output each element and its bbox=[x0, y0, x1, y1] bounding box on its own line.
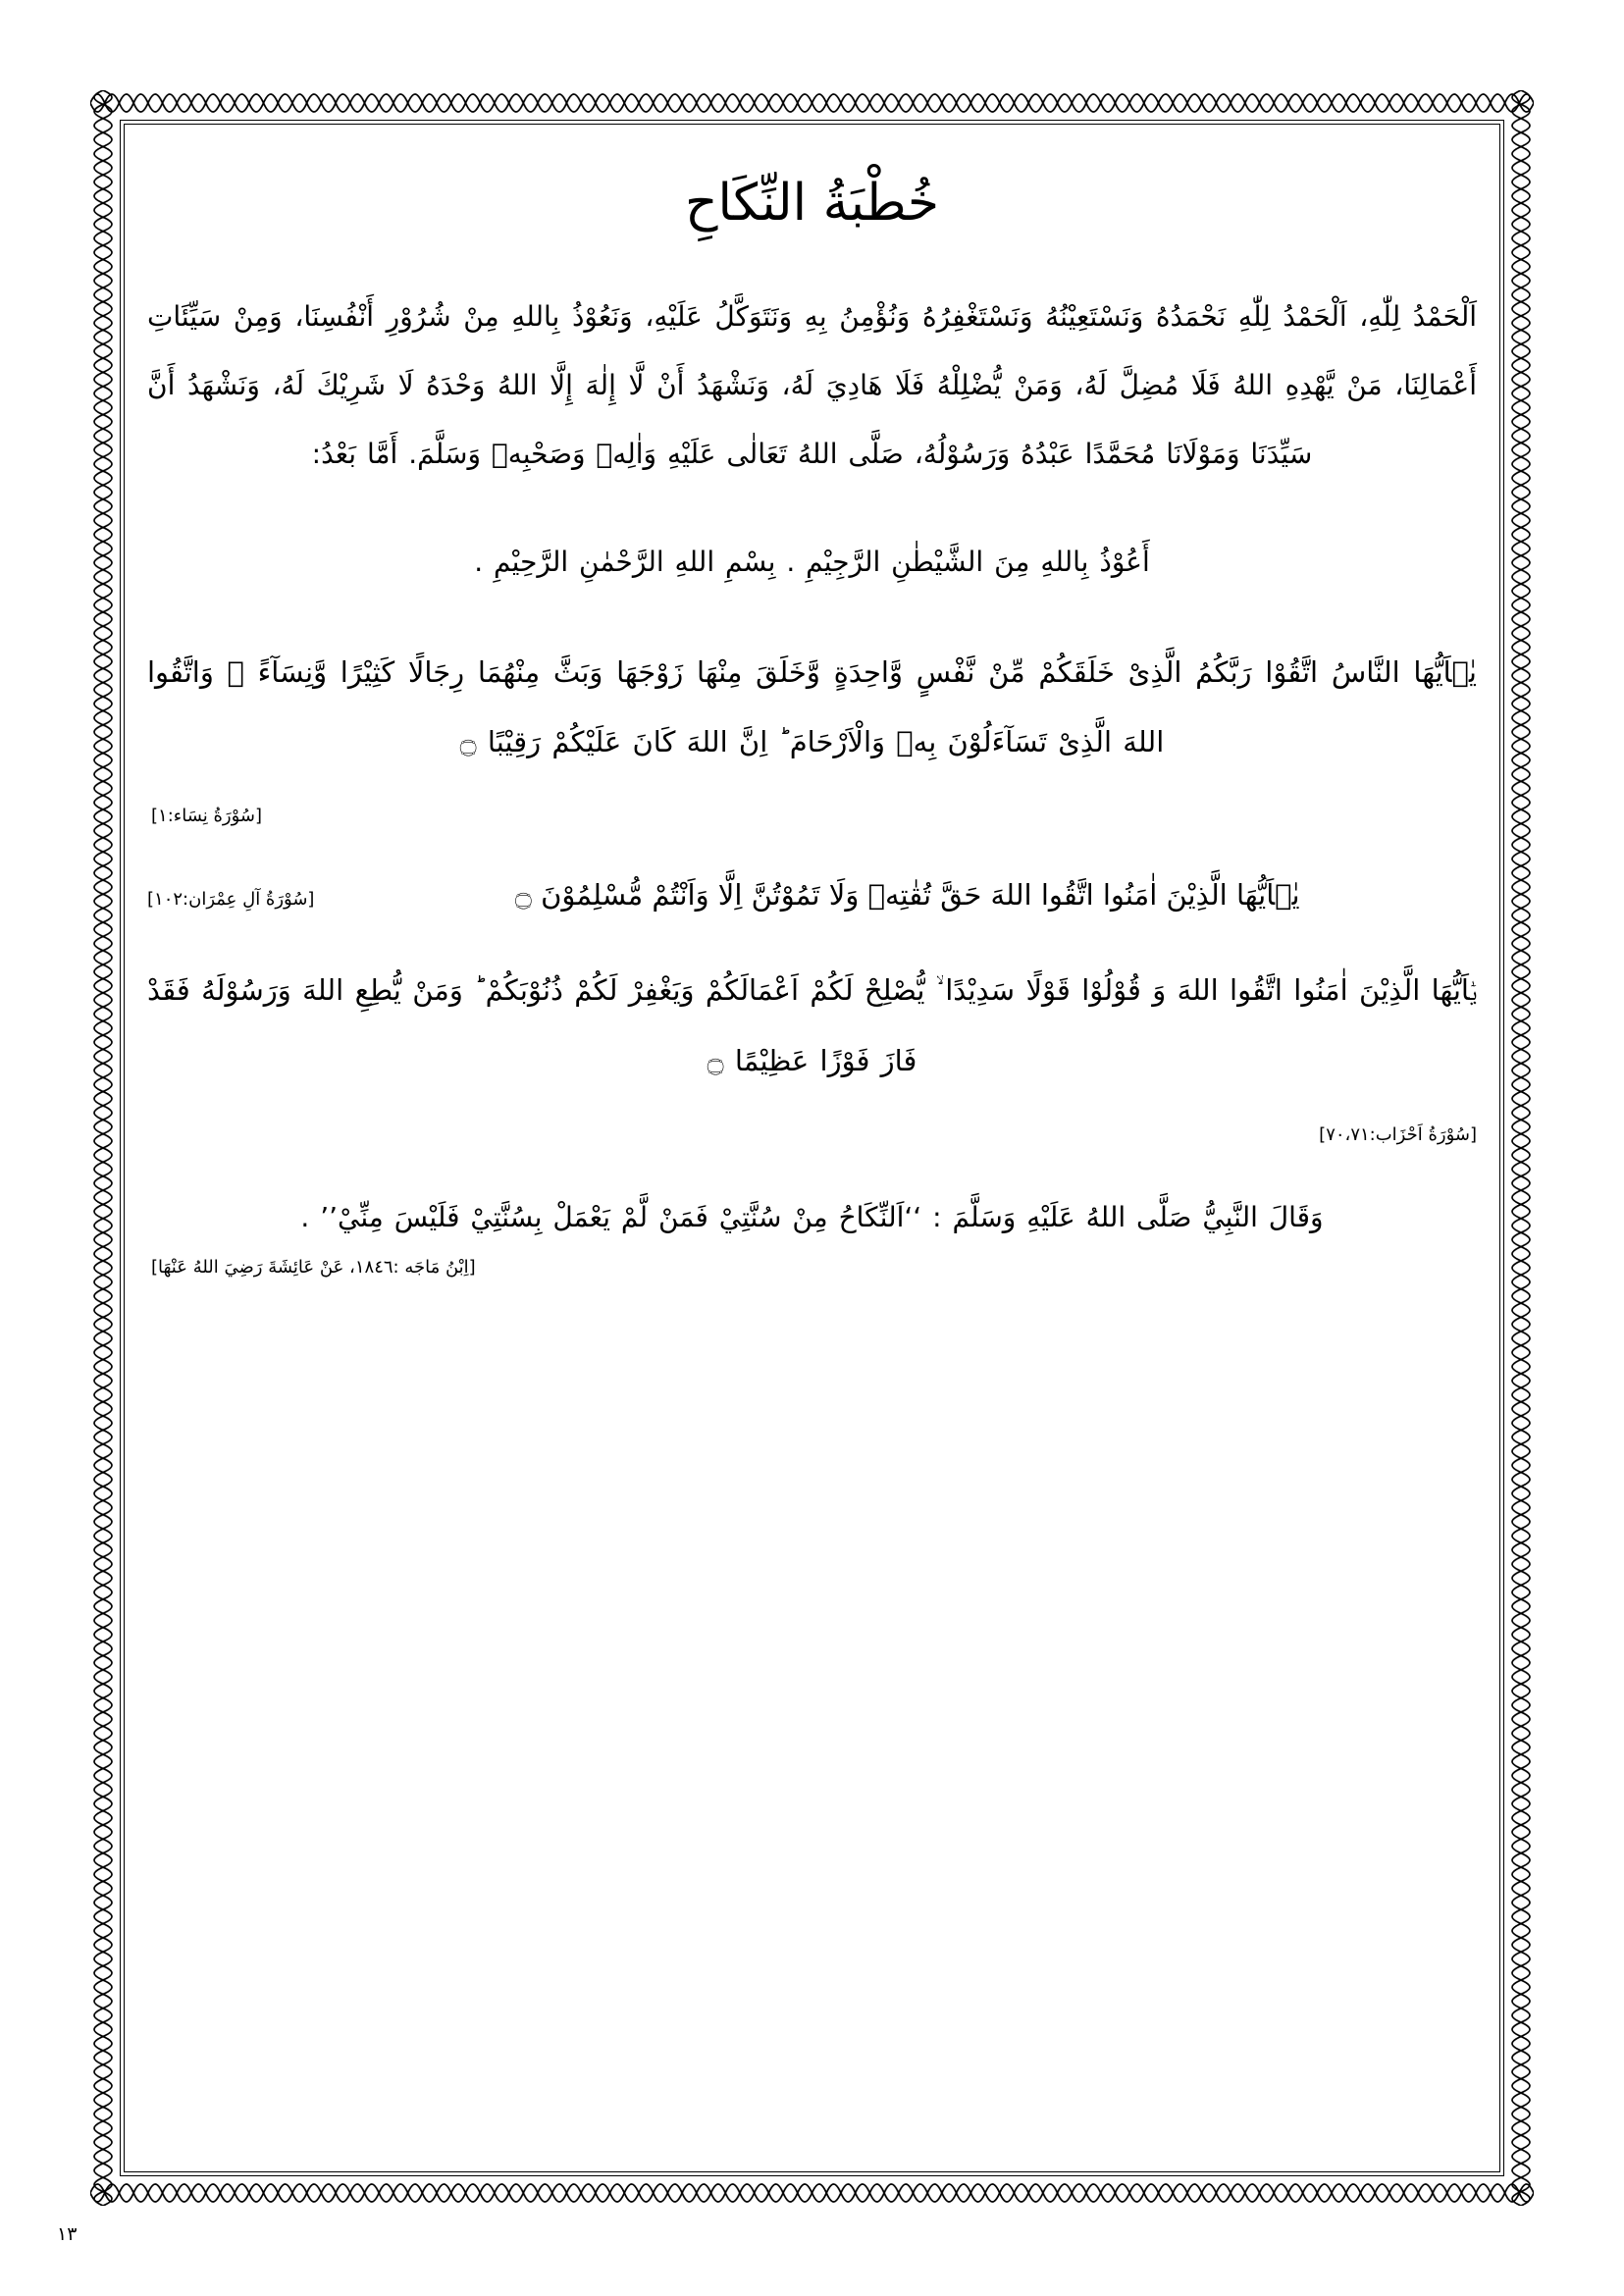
hadith-reference: [اِبْنُ مَاجَه :١٨٤٦، عَنْ عَائِشَةَ رَضِيَ اللهُ عَنْهَا] bbox=[151, 1256, 476, 1278]
border-pattern-icon bbox=[90, 90, 1534, 116]
page-number: ١٣ bbox=[57, 2223, 78, 2245]
hadith-text: وَقَالَ النَّبِيُّ صَلَّى اللهُ عَلَيْهِ وَسَلَّمَ : ‘‘اَلنِّكَاحُ مِنْ سُنَّتِيْ فَمَنْ لَّمْ يَعْمَلْ بِسُنَّتِيْ فَلَيْسَ مِنِّيْ’’ . bbox=[300, 1201, 1324, 1234]
verse-reference: [سُوْرَةُ نِسَاء:١] bbox=[151, 805, 263, 826]
verse-text: يٰۤاَيُّهَا النَّاسُ اتَّقُوْا رَبَّكُمُ الَّذِىْ خَلَقَكُمْ مِّنْ نَّفْسٍ وَّاحِدَةٍ وَّخَلَقَ مِنْهَا زَوْجَهَا وَبَثَّ مِنْهُمَا رِجَالًا كَثِيْرًا وَّنِسَآءً ۚ وَاتَّقُوا اللهَ الَّذِىْ تَسَآءَلُوْنَ بِهٖ وَالْاَرْحَامَ ؕ اِنَّ اللهَ كَانَ عَلَيْكُمْ رَقِيْبًا ۝ bbox=[147, 654, 1477, 758]
taawwuz-basmala: أَعُوْذُ بِاللهِ مِنَ الشَّيْطٰنِ الرَّجِيْمِ . بِسْمِ اللهِ الرَّحْمٰنِ الرَّحِيْمِ . bbox=[474, 546, 1150, 578]
border-edge-right bbox=[1508, 90, 1534, 2206]
verse-text: يٰۤاَيُّهَا الَّذِيْنَ اٰمَنُوا اتَّقُوا اللهَ وَ قُوْلُوْا قَوْلًا سَدِيْدًا ۙ يُّصْلِحْ لَكُمْ اَعْمَالَكُمْ وَيَغْفِرْ لَكُمْ ذُنُوْبَكُمْ ؕ وَمَنْ يُّطِعِ اللهَ وَرَسُوْلَهُ فَقَدْ فَازَ فَوْزًا عَظِيْمًا ۝ bbox=[147, 973, 1477, 1077]
border-pattern-icon bbox=[1508, 90, 1534, 2206]
border-edge-bottom bbox=[90, 2180, 1534, 2206]
border-edge-left bbox=[90, 90, 116, 2206]
border-edge-top bbox=[90, 90, 1534, 116]
page-content bbox=[147, 147, 1477, 2149]
verse-text: يٰۤاَيُّهَا الَّذِيْنَ اٰمَنُوا اتَّقُوا اللهَ حَقَّ تُقٰتِهٖ وَلَا تَمُوْتُنَّ اِلَّا وَاَنْتُمْ مُّسْلِمُوْنَ ۝ bbox=[514, 877, 1300, 912]
khutba-paragraph: اَلْحَمْدُ لِلّٰهِ، اَلْحَمْدُ لِلّٰهِ نَحْمَدُهُ وَنَسْتَعِيْنُهُ وَنَسْتَغْفِرُهُ وَنُؤْمِنُ بِهِ وَنَتَوَكَّلُ عَلَيْهِ، وَنَعُوْذُ بِاللهِ مِنْ شُرُوْرِ أَنْفُسِنَا، وَمِنْ سَيِّئَاتِ أَعْمَالِنَا، مَنْ يَّهْدِهِ اللهُ فَلَا مُضِلَّ لَهُ، وَمَنْ يُّضْلِلْهُ فَلَا هَادِيَ لَهُ، وَنَشْهَدُ أَنْ لَّا إِلٰهَ إِلَّا اللهُ وَحْدَهُ لَا شَرِيْكَ لَهُ، وَنَشْهَدُ أَنَّ سَيِّدَنَا وَمَوْلَانَا مُحَمَّدًا عَبْدُهُ وَرَسُوْلُهُ، صَلَّى اللهُ تَعَالٰى عَلَيْهِ وَاٰلِهٖ وَصَحْبِهٖ وَسَلَّمَ. أَمَّا بَعْدُ: bbox=[147, 300, 1477, 470]
verse-reference: [سُوْرَةُ اَحْزَاب:٧٠،٧١] bbox=[1319, 1123, 1477, 1145]
verse-reference: [سُوْرَةُ آلِ عِمْرَان:١٠٢] bbox=[147, 888, 315, 910]
verse-an-nisa bbox=[147, 638, 1477, 831]
border-pattern-icon bbox=[90, 2180, 1534, 2206]
border-pattern-icon bbox=[90, 90, 116, 2206]
verse-al-ahzab bbox=[147, 956, 1477, 1149]
page-title: خُطْبَةُ النِّكَاحِ bbox=[684, 174, 939, 233]
verse-aal-imran bbox=[147, 864, 1477, 927]
hadith-block bbox=[147, 1186, 1477, 1281]
